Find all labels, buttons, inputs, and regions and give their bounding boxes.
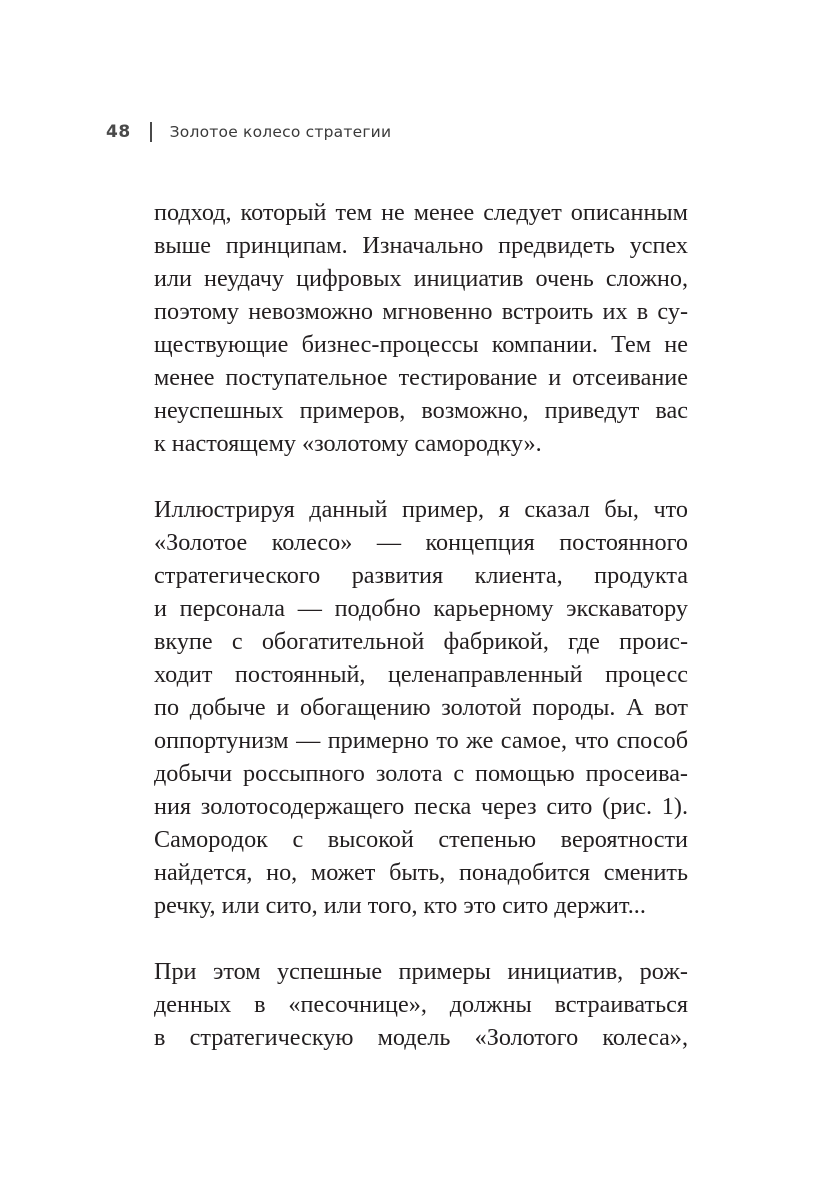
text-line: менее поступательное тестирование и отсеивание [154, 364, 688, 391]
paragraph-3 [154, 955, 688, 1054]
text-line: При этом успешные примеры инициатив, рож- [154, 958, 688, 985]
page-number: 48 [106, 122, 131, 142]
paragraph-1 [154, 196, 688, 460]
header-divider [150, 122, 152, 142]
text-line: ния золотосодержащего песка через сито (рис. 1). [154, 793, 688, 820]
text-line: неуспешных примеров, возможно, приведут вас [154, 397, 688, 424]
text-line: к настоящему «золотому самородку». [154, 430, 542, 457]
text-line: речку, или сито, или того, кто это сито держит... [154, 892, 646, 919]
text-line: «Золотое колесо» — концепция постоянного [154, 529, 688, 556]
text-line: подход, который тем не менее следует описанным [154, 199, 688, 226]
text-line: ществующие бизнес-процессы компании. Тем не [154, 331, 688, 358]
body-text [154, 196, 688, 1054]
text-line: найдется, но, может быть, понадобится сменить [154, 859, 688, 886]
text-line: ходит постоянный, целенаправленный процесс [154, 661, 688, 688]
text-line: выше принципам. Изначально предвидеть успех [154, 232, 688, 259]
text-line: в стратегическую модель «Золотого колеса», [154, 1024, 688, 1051]
text-line: по добыче и обогащению золотой породы. А вот [154, 694, 688, 721]
page-header [106, 118, 391, 146]
paragraph-2 [154, 493, 688, 922]
text-line: или неудачу цифровых инициатив очень сложно, [154, 265, 688, 292]
text-line: денных в «песочнице», должны встраиваться [154, 991, 688, 1018]
running-title: Золотое колесо стратегии [169, 123, 392, 141]
text-line: и персонала — подобно карьерному экскаватору [154, 595, 688, 622]
text-line: Самородок с высокой степенью вероятности [154, 826, 688, 853]
text-line: добычи россыпного золота с помощью просеива- [154, 760, 688, 787]
text-line: оппортунизм — примерно то же самое, что способ [154, 727, 688, 754]
text-line: вкупе с обогатительной фабрикой, где проис- [154, 628, 688, 655]
text-line: Иллюстрируя данный пример, я сказал бы, что [154, 496, 688, 523]
text-line: поэтому невозможно мгновенно встроить их в су- [154, 298, 688, 325]
text-line: стратегического развития клиента, продукта [154, 562, 688, 589]
